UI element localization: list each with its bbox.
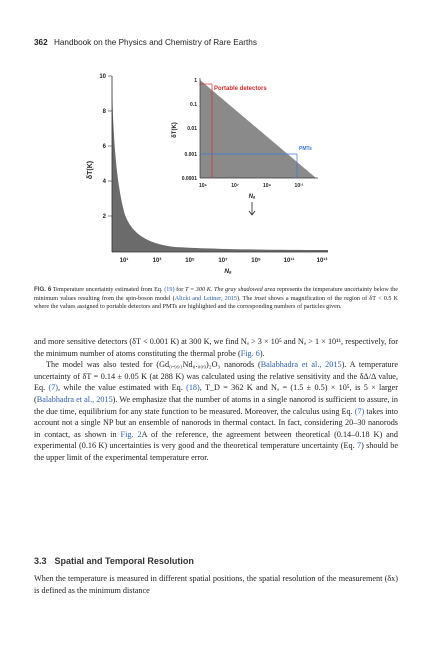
- main-ytick-8: 8: [102, 109, 106, 115]
- p2-eq-link-18[interactable]: (18): [186, 383, 200, 393]
- main-ytick-6: 6: [102, 144, 106, 150]
- p2-text-g: A of the reference, the agreement between theoretical (0.14–0.18 K) and experimental (0.16 K) uncertainties is very good and the theoretical temperature uncertainty (Eq.: [34, 429, 398, 451]
- caption-text-4: gray shadowed area: [224, 286, 276, 293]
- paragraph-2: [34, 359, 398, 463]
- main-ytick-10: 10: [99, 74, 106, 80]
- running-title: Handbook on the Physics and Chemistry of Rare Earths: [53, 38, 257, 47]
- body-text: [34, 336, 398, 464]
- caption-text-3: T = 300 K. The: [185, 286, 224, 293]
- figure-6: [0, 0, 432, 290]
- inset-y-label: δT(K): [172, 122, 178, 138]
- main-xtick-7: 10⁷: [218, 258, 228, 264]
- inset-down-arrow-icon: [249, 202, 255, 215]
- p2-text-h: ) should be the upper limit of the experimental temperature error.: [34, 441, 399, 462]
- inset-ytick-0.01: 0.01: [187, 126, 197, 132]
- inset-x-label: Nₐ: [248, 194, 256, 200]
- p2-citation-link-1[interactable]: Balabhadra et al., 2015: [260, 360, 342, 370]
- p1-text: and more sensitive detectors (δT < 0.001 K) at 300 K, we find Nₐ > 3 × 10⁵ and Nₐ > 1 × 10¹¹, respectively, for the minimum number of atoms constituting the thermal probe (: [34, 337, 398, 358]
- caption-text-7: inset: [254, 294, 267, 302]
- figure-caption: [34, 286, 398, 312]
- p2-text-e: ). We emphasize that the number of atoms in a single nanorod is sufficient to assure, in the due time, equilibrium for any state function to be measured. Moreover, the calculus using Eq.: [34, 394, 398, 416]
- inset-xtick-7: 10⁷: [231, 183, 239, 189]
- caption-text-2: for: [176, 286, 184, 293]
- p1-end: ).: [259, 348, 265, 358]
- caption-label: FIG. 6: [34, 286, 52, 293]
- inset-ytick-0.001: 0.001: [184, 152, 197, 158]
- p2-eq-link-7[interactable]: (7): [48, 383, 58, 393]
- caption-text-1: Temperature uncertainty estimated from Eq.: [52, 286, 163, 293]
- main-ytick-4: 4: [102, 179, 106, 185]
- inset-label-pmts: PMTs: [299, 146, 312, 152]
- main-xtick-1: 10¹: [119, 258, 129, 264]
- main-ytick-2: 2: [102, 214, 106, 220]
- inset-ytick-0.1: 0.1: [190, 102, 197, 108]
- inset-ytick-1: 1: [194, 78, 197, 84]
- inset-label-portable: Portable detectors: [214, 86, 267, 92]
- caption-text-6: ). The: [237, 294, 253, 302]
- section-number: 3.3: [34, 556, 47, 566]
- p2-text-d: , T_D = 362 K and Nₐ = (1.5 ± 0.5) × 10⁵, is 5 × larger (: [34, 383, 399, 404]
- page-number: 362: [34, 38, 48, 47]
- p2-text-c: , while the value estimated with Eq.: [58, 383, 183, 393]
- p2-text-b: ). A temperature uncertainty of δT = 0.14 ± 0.05 K (at 288 K) was calculated using the relative sensitivity and the δΔ/Δ value, Eq.: [34, 360, 398, 393]
- caption-citation-link[interactable]: Alicki and Leitner, 2015: [174, 294, 238, 302]
- main-xtick-11: 10¹¹: [283, 258, 295, 264]
- section-title: Spatial and Temporal Resolution: [54, 556, 194, 566]
- p2-text-a: The model was also tested for (Gd₀.₉₉₁Nd₀.₀₀₉)₂O₃ nanorods (: [46, 360, 261, 370]
- caption-eq-link[interactable]: (19): [164, 286, 175, 293]
- main-xtick-3: 10³: [152, 258, 162, 264]
- paragraph-1: [34, 336, 398, 359]
- p2-fig-link[interactable]: Fig. 2: [120, 429, 142, 439]
- p2-text-f: takes into account not a single NP but an ensemble of nanorods in thermal contact. In fact, considering 20–30 nanorods in contact, as shown in: [34, 406, 398, 439]
- main-xtick-9: 10⁹: [251, 258, 261, 264]
- caption-text-5: represents the temperature uncertainty below the minimum values resulting from the spin-boson model (: [34, 286, 398, 302]
- p2-citation-link-2[interactable]: Balabhadra et al., 2015: [36, 394, 113, 404]
- main-y-label: δT(K): [87, 160, 94, 180]
- p1-fig-link[interactable]: Fig. 6: [240, 348, 260, 358]
- p2-eq-link-7c[interactable]: 7: [356, 441, 362, 451]
- inset-xtick-9: 10⁹: [263, 183, 271, 189]
- section-heading: [34, 556, 398, 566]
- inset-xtick-11: 10¹¹: [294, 183, 304, 189]
- inset-plot: [172, 76, 328, 215]
- inset-xtick-5: 10⁵: [199, 183, 207, 189]
- caption-text-8: shows a magnification of the region of δT < 0.5 K where the values assigned to portable detectors and PMTs are highlighted and the corresponding numbers of particles given.: [34, 294, 399, 311]
- main-xtick-5: 10⁵: [185, 258, 195, 264]
- section-paragraph: When the temperature is measured in different spatial positions, the spatial resolution of the measurement (δx) is defined as the minimum distance: [34, 574, 398, 595]
- main-xtick-13: 10¹³: [316, 258, 328, 264]
- p2-eq-link-7b[interactable]: (7): [354, 406, 365, 416]
- main-x-label: Nₐ: [224, 268, 232, 275]
- inset-ytick-0.0001: 0.0001: [181, 176, 197, 182]
